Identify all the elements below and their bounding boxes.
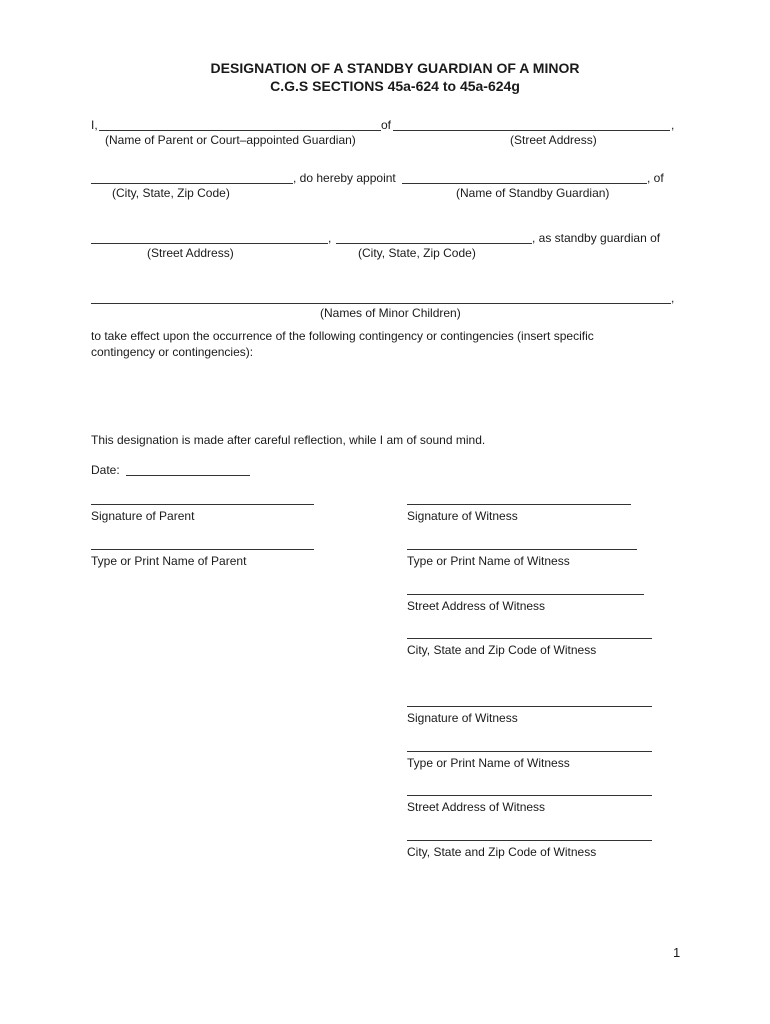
minor-children-names-field[interactable] xyxy=(91,291,671,304)
date-label: Date: xyxy=(91,463,120,477)
witness2-street-line[interactable] xyxy=(407,795,652,796)
parent-name-field[interactable] xyxy=(99,118,381,131)
reflection-statement: This designation is made after careful reflection, while I am of sound mind. xyxy=(91,433,486,447)
caption-parent-name: (Name of Parent or Court–appointed Guardian) xyxy=(105,133,356,147)
row3-guardian-of: , as standby guardian of xyxy=(532,231,661,245)
witness2-signature-line[interactable] xyxy=(407,706,652,707)
parent-signature-label: Signature of Parent xyxy=(91,509,195,523)
row1-prefix: I, xyxy=(91,118,98,132)
row2-appoint: , do hereby appoint xyxy=(293,171,396,185)
contingency-text-line2: contingency or contingencies): xyxy=(91,345,254,359)
page-number: 1 xyxy=(673,945,681,960)
guardian-city-field[interactable] xyxy=(336,231,532,244)
row1-of: of xyxy=(381,118,392,132)
witness1-street-label: Street Address of Witness xyxy=(407,599,546,613)
document-title: DESIGNATION OF A STANDBY GUARDIAN OF A MINOR xyxy=(210,60,580,76)
caption-minor-children: (Names of Minor Children) xyxy=(320,306,461,320)
witness1-street-line[interactable] xyxy=(407,594,644,595)
parent-street-field[interactable] xyxy=(393,118,670,131)
parent-city-field[interactable] xyxy=(91,171,293,184)
witness1-print-name-label: Type or Print Name of Witness xyxy=(407,554,570,568)
witness1-city-label: City, State and Zip Code of Witness xyxy=(407,643,597,657)
row1-comma: , xyxy=(671,118,675,132)
contingency-text-line1: to take effect upon the occurrence of the following contingency or contingencies (insert specific xyxy=(91,329,594,343)
parent-signature-line[interactable] xyxy=(91,504,314,505)
witness1-signature-line[interactable] xyxy=(407,504,631,505)
caption-guardian-name: (Name of Standby Guardian) xyxy=(456,186,610,200)
row4-comma: , xyxy=(671,291,675,305)
row3-comma: , xyxy=(328,231,332,245)
witness2-city-label: City, State and Zip Code of Witness xyxy=(407,845,597,859)
contingency-area[interactable] xyxy=(91,364,671,420)
witness2-city-line[interactable] xyxy=(407,840,652,841)
witness2-print-name-label: Type or Print Name of Witness xyxy=(407,756,570,770)
caption-guardian-city: (City, State, Zip Code) xyxy=(358,246,476,260)
document-subtitle: C.G.S SECTIONS 45a-624 to 45a-624g xyxy=(270,78,520,94)
row2-of: , of xyxy=(647,171,664,185)
caption-parent-street: (Street Address) xyxy=(510,133,597,147)
witness2-street-label: Street Address of Witness xyxy=(407,800,546,814)
date-field[interactable] xyxy=(126,463,250,476)
caption-guardian-street: (Street Address) xyxy=(147,246,234,260)
parent-print-name-label: Type or Print Name of Parent xyxy=(91,554,247,568)
parent-print-name-line[interactable] xyxy=(91,549,314,550)
witness2-print-name-line[interactable] xyxy=(407,751,652,752)
caption-parent-city: (City, State, Zip Code) xyxy=(112,186,230,200)
standby-guardian-name-field[interactable] xyxy=(402,171,647,184)
witness1-signature-label: Signature of Witness xyxy=(407,509,518,523)
witness2-signature-label: Signature of Witness xyxy=(407,711,518,725)
guardian-street-field[interactable] xyxy=(91,231,328,244)
witness1-print-name-line[interactable] xyxy=(407,549,637,550)
witness1-city-line[interactable] xyxy=(407,638,652,639)
